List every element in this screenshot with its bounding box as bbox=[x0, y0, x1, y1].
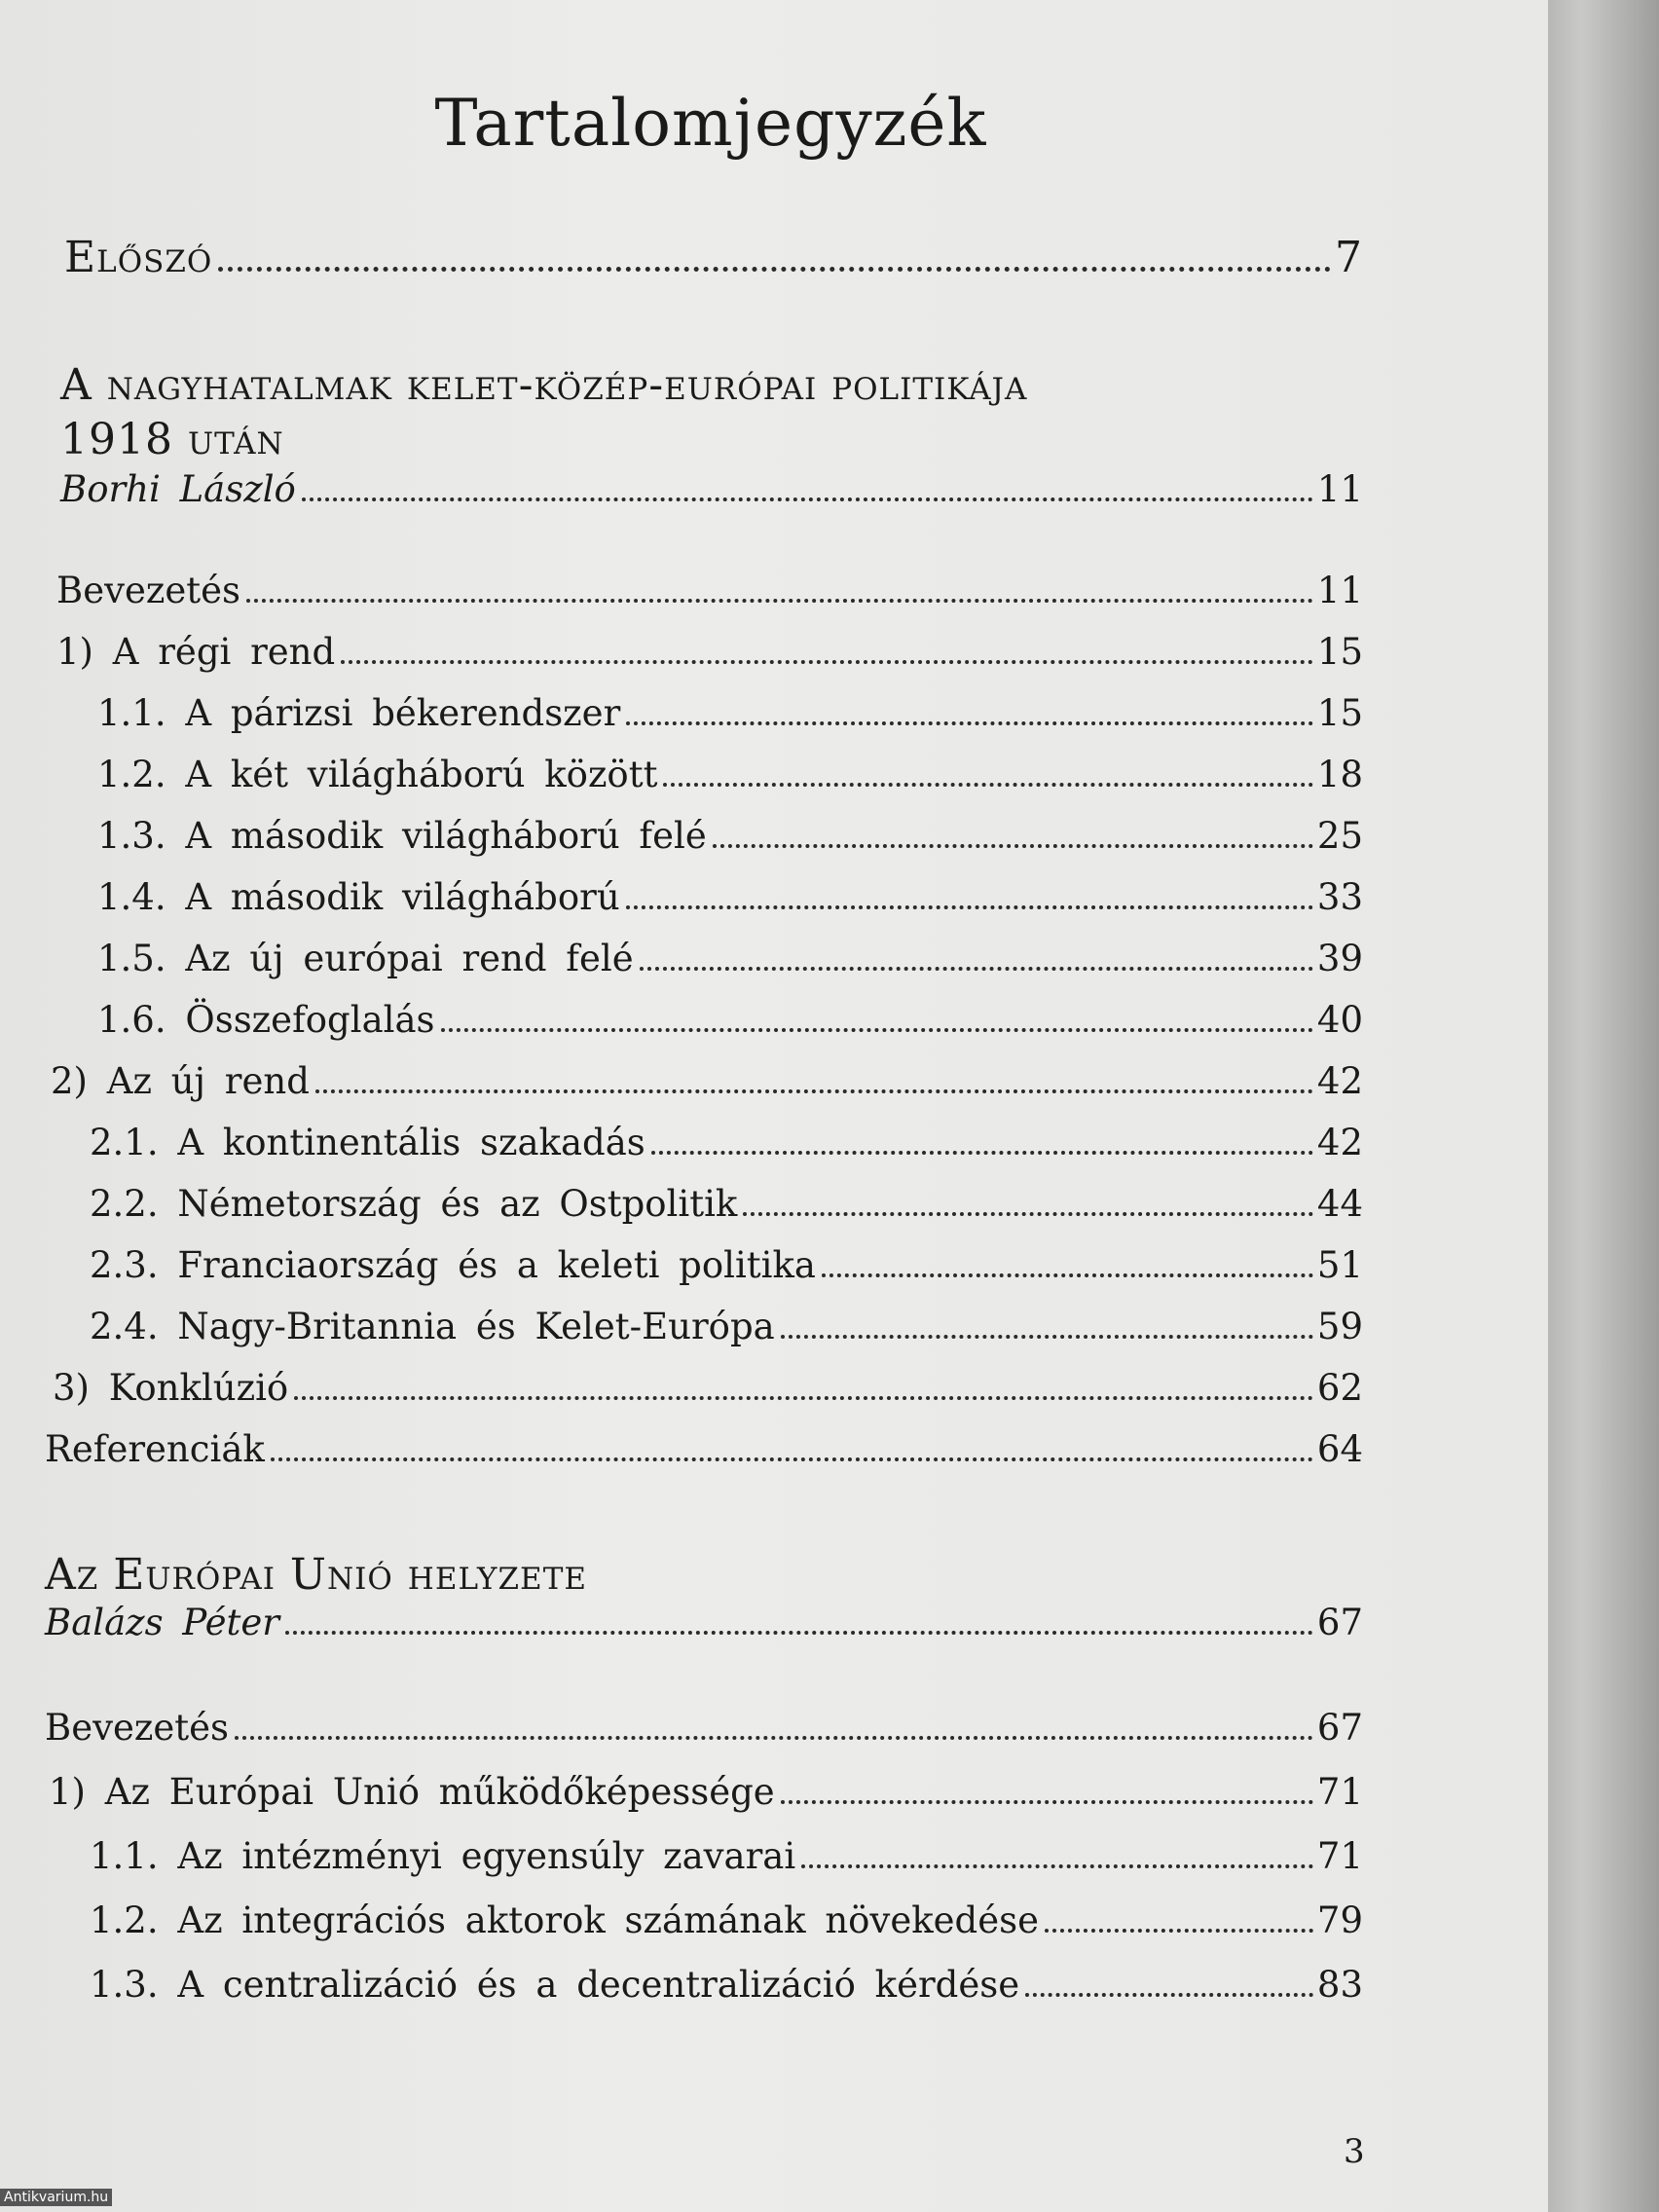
toc-label bbox=[97, 937, 634, 981]
toc-label bbox=[90, 1121, 645, 1165]
toc-page: 42 bbox=[1316, 1060, 1363, 1102]
toc-label: Referenciák bbox=[45, 1428, 265, 1470]
toc-entry bbox=[97, 814, 1363, 859]
toc-page: 42 bbox=[1316, 1122, 1363, 1163]
leader-dots bbox=[781, 1335, 1313, 1339]
leader-dots bbox=[294, 1396, 1313, 1400]
toc-page: 59 bbox=[1316, 1306, 1363, 1347]
toc-number: 1.3. bbox=[97, 815, 166, 857]
toc-page: 67 bbox=[1316, 1707, 1363, 1749]
toc-number: 1.3. bbox=[90, 1964, 159, 2006]
toc-entry bbox=[97, 691, 1363, 736]
leader-dots bbox=[315, 1089, 1313, 1093]
toc-label: Bevezetés bbox=[56, 570, 241, 611]
leader-dots bbox=[640, 967, 1313, 971]
toc-entry bbox=[97, 937, 1363, 981]
toc-title: Az új európai rend felé bbox=[185, 938, 634, 979]
author-name: Borhi László bbox=[60, 468, 296, 510]
toc-title: A második világháború bbox=[185, 876, 620, 918]
toc-number: 1.1. bbox=[97, 692, 166, 734]
book-binding bbox=[1548, 0, 1659, 2212]
toc-page: 83 bbox=[1316, 1964, 1363, 2006]
toc-number: 1.4. bbox=[97, 876, 166, 918]
toc-entry bbox=[90, 1121, 1363, 1165]
toc-label bbox=[49, 1770, 775, 1815]
leader-dots bbox=[285, 1631, 1313, 1635]
leader-dots bbox=[822, 1273, 1313, 1277]
section-heading bbox=[45, 1548, 587, 1603]
toc-title: A centralizáció és a decentralizáció kérdése bbox=[177, 1964, 1020, 2006]
toc-page: 71 bbox=[1316, 1771, 1363, 1813]
toc-page: 40 bbox=[1316, 999, 1363, 1041]
toc-entry bbox=[90, 1834, 1363, 1879]
leader-dots bbox=[235, 1736, 1313, 1740]
toc-title: Az Európai Unió működőképessége bbox=[104, 1771, 775, 1813]
watermark: Antikvarium.hu bbox=[0, 2189, 112, 2206]
leader-dots bbox=[713, 844, 1313, 848]
toc-entry bbox=[90, 1182, 1363, 1227]
page-title: Tartalomjegyzék bbox=[434, 86, 987, 161]
toc-title: Az intézményi egyensúly zavarai bbox=[177, 1835, 796, 1877]
leader-dots bbox=[302, 498, 1313, 501]
leader-dots bbox=[341, 660, 1313, 664]
toc-number: 2.1. bbox=[90, 1122, 159, 1163]
toc-page: 7 bbox=[1335, 233, 1363, 282]
toc-label bbox=[97, 875, 620, 920]
toc-title: Franciaország és a keleti politika bbox=[177, 1244, 816, 1286]
toc-entry-foreword bbox=[64, 233, 1363, 282]
toc-number: 1.2. bbox=[97, 754, 166, 795]
toc-label bbox=[97, 998, 435, 1043]
toc-label bbox=[97, 691, 620, 736]
toc-page: 62 bbox=[1316, 1367, 1363, 1409]
section-heading-line: A nagyhatalmak kelet-közép-európai politikája bbox=[60, 360, 1028, 410]
toc-label bbox=[51, 1059, 310, 1104]
leader-dots bbox=[246, 599, 1313, 603]
toc-number: 2) bbox=[51, 1060, 88, 1102]
toc-page: 44 bbox=[1316, 1183, 1363, 1225]
toc-title: Konklúzió bbox=[108, 1367, 289, 1409]
toc-number: 1.6. bbox=[97, 999, 166, 1041]
toc-entry bbox=[56, 569, 1363, 613]
toc-page: 18 bbox=[1316, 754, 1363, 795]
toc-page: 71 bbox=[1316, 1835, 1363, 1877]
toc-page: 67 bbox=[1316, 1602, 1363, 1643]
toc-number: 1.1. bbox=[90, 1835, 159, 1877]
toc-label bbox=[53, 1366, 288, 1411]
toc-title: A második világháború felé bbox=[185, 815, 707, 857]
leader-dots bbox=[218, 267, 1331, 272]
toc-entry bbox=[90, 1243, 1363, 1288]
toc-page: 25 bbox=[1316, 815, 1363, 857]
toc-page: 33 bbox=[1316, 876, 1363, 918]
section-heading-line: 1918 után bbox=[60, 415, 284, 464]
leader-dots bbox=[1025, 1993, 1313, 1997]
toc-label: Előszó bbox=[64, 233, 213, 282]
toc-number: 1.5. bbox=[97, 938, 166, 979]
toc-number: 2.4. bbox=[90, 1306, 159, 1347]
toc-label bbox=[90, 1899, 1039, 1943]
toc-entry bbox=[45, 1706, 1363, 1751]
page-number: 3 bbox=[1344, 2132, 1365, 2171]
toc-label bbox=[90, 1963, 1019, 2008]
leader-dots bbox=[1045, 1929, 1313, 1933]
toc-entry bbox=[97, 998, 1363, 1043]
toc-author bbox=[60, 467, 1363, 512]
leader-dots bbox=[651, 1151, 1313, 1155]
section-heading bbox=[60, 358, 1027, 467]
toc-page: 15 bbox=[1316, 631, 1363, 673]
toc-label bbox=[90, 1243, 816, 1288]
leader-dots bbox=[271, 1457, 1313, 1461]
toc-title: Az új rend bbox=[106, 1060, 310, 1102]
toc-label bbox=[56, 630, 335, 675]
leader-dots bbox=[441, 1028, 1313, 1032]
toc-label bbox=[97, 753, 657, 797]
author-name: Balázs Péter bbox=[45, 1602, 279, 1643]
toc-number: 1) bbox=[56, 631, 93, 673]
section-heading-line: Az Európai Unió helyzete bbox=[45, 1550, 587, 1600]
toc-page: 11 bbox=[1316, 570, 1363, 611]
toc-entry bbox=[90, 1305, 1363, 1349]
leader-dots bbox=[663, 783, 1312, 787]
toc-author bbox=[45, 1601, 1363, 1645]
toc-title: Összefoglalás bbox=[185, 999, 435, 1041]
toc-number: 3) bbox=[53, 1367, 90, 1409]
toc-title: A párizsi békerendszer bbox=[185, 692, 621, 734]
toc-number: 1.2. bbox=[90, 1899, 159, 1941]
toc-title: A két világháború között bbox=[185, 754, 658, 795]
toc-page: 39 bbox=[1316, 938, 1363, 979]
leader-dots bbox=[626, 905, 1313, 909]
toc-page: 79 bbox=[1316, 1899, 1363, 1941]
toc-entry bbox=[97, 753, 1363, 797]
leader-dots bbox=[801, 1864, 1313, 1868]
toc-entry bbox=[56, 630, 1363, 675]
toc-page: 11 bbox=[1316, 468, 1363, 510]
toc-label bbox=[97, 814, 707, 859]
toc-label bbox=[90, 1182, 737, 1227]
leader-dots bbox=[781, 1800, 1313, 1804]
toc-page: 15 bbox=[1316, 692, 1363, 734]
toc-title: Nagy-Britannia és Kelet-Európa bbox=[177, 1306, 775, 1347]
toc-entry bbox=[53, 1366, 1363, 1411]
toc-title: Németország és az Ostpolitik bbox=[177, 1183, 738, 1225]
toc-entry bbox=[90, 1963, 1363, 2008]
toc-title: Az integrációs aktorok számának növekedése bbox=[177, 1899, 1040, 1941]
toc-page: 51 bbox=[1316, 1244, 1363, 1286]
toc-entry bbox=[97, 875, 1363, 920]
toc-number: 2.3. bbox=[90, 1244, 159, 1286]
toc-label bbox=[90, 1834, 795, 1879]
toc-label bbox=[90, 1305, 775, 1349]
toc-title: A kontinentális szakadás bbox=[177, 1122, 645, 1163]
leader-dots bbox=[743, 1212, 1313, 1216]
toc-entry bbox=[49, 1770, 1363, 1815]
leader-dots bbox=[626, 721, 1313, 725]
toc-page: 64 bbox=[1316, 1428, 1363, 1470]
toc-entry bbox=[45, 1427, 1363, 1472]
toc-number: 1) bbox=[49, 1771, 86, 1813]
toc-label: Bevezetés bbox=[45, 1707, 230, 1749]
toc-entry bbox=[90, 1899, 1363, 1943]
toc-number: 2.2. bbox=[90, 1183, 159, 1225]
toc-title: A régi rend bbox=[112, 631, 336, 673]
toc-entry bbox=[51, 1059, 1363, 1104]
